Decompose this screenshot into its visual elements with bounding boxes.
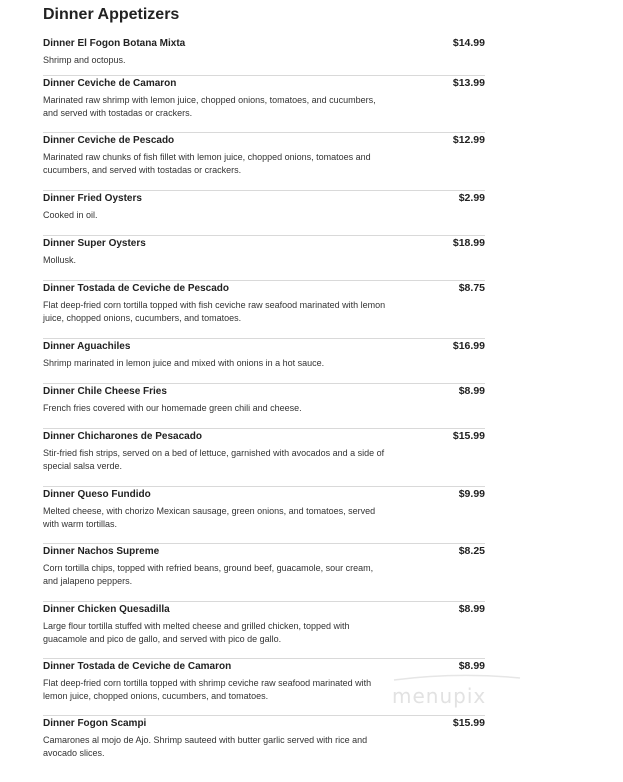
- menu-item: [43, 428, 485, 486]
- item-price: $15.99: [452, 717, 485, 729]
- item-name: Dinner Fogon Scampi: [43, 718, 147, 729]
- item-name: Dinner Nachos Supreme: [43, 546, 160, 557]
- item-name: Dinner Chile Cheese Fries: [43, 386, 167, 397]
- item-name: Dinner Aguachiles: [43, 341, 131, 352]
- menu-item: [43, 132, 485, 190]
- menu-item: [43, 715, 485, 773]
- item-name: Dinner Ceviche de Camaron: [43, 78, 177, 89]
- item-description: Marinated raw shrimp with lemon juice, chopped onions, tomatoes, and cucumbers, and served with tostadas or crackers.: [43, 95, 376, 118]
- item-description: Shrimp and octopus.: [43, 55, 126, 65]
- menu-item: [43, 75, 485, 132]
- item-name: Dinner Queso Fundido: [43, 489, 151, 500]
- menu-item: [43, 190, 485, 235]
- item-price: $15.99: [452, 430, 485, 442]
- menu-item: [43, 280, 485, 338]
- item-price: $9.99: [458, 488, 485, 500]
- item-description: Marinated raw chunks of fish fillet with lemon juice, chopped onions, tomatoes and cucumbers, and served with tostadas or crackers.: [43, 152, 371, 175]
- item-name: Dinner Fried Oysters: [43, 193, 142, 204]
- item-description: Flat deep-fried corn tortilla topped with shrimp ceviche raw seafood marinated with lemon juice, chopped onions, cucumbers, and tomatoes.: [43, 678, 372, 701]
- item-name: Dinner Tostada de Ceviche de Pescado: [43, 283, 229, 294]
- item-price: $8.75: [458, 282, 485, 294]
- menu-item: [43, 383, 485, 428]
- menu-item: [43, 338, 485, 383]
- menu-item: [43, 36, 485, 75]
- menu-item: [43, 486, 485, 543]
- menu-item: [43, 543, 485, 601]
- item-description: Flat deep-fried corn tortilla topped with fish ceviche raw seafood marinated with lemon juice, chopped onions, cucumbers, and tomatoes.: [43, 300, 386, 323]
- item-price: $13.99: [452, 77, 485, 89]
- item-name: Dinner El Fogon Botana Mixta: [43, 38, 186, 49]
- item-name: Dinner Tostada de Ceviche de Camaron: [43, 661, 232, 672]
- watermark-swoosh-icon: [392, 674, 522, 682]
- item-price: $8.99: [458, 603, 485, 615]
- item-description: Shrimp marinated in lemon juice and mixed with onions in a hot sauce.: [43, 358, 325, 368]
- menu-item: [43, 601, 485, 658]
- item-description: Mollusk.: [43, 255, 77, 265]
- menu-item: [43, 235, 485, 280]
- item-price: $8.25: [458, 545, 485, 557]
- section-title: Dinner Appetizers: [43, 6, 180, 23]
- item-name: Dinner Super Oysters: [43, 238, 146, 249]
- item-description: Cooked in oil.: [43, 210, 98, 220]
- item-price: $18.99: [452, 237, 485, 249]
- item-description: Stir-fried fish strips, served on a bed of lettuce, garnished with avocados and a side of special salsa verde.: [43, 448, 385, 471]
- item-price: $12.99: [452, 134, 485, 146]
- menu-list: [43, 36, 485, 773]
- item-description: Camarones al mojo de Ajo. Shrimp sauteed with butter garlic served with rice and avocado slices.: [43, 735, 368, 758]
- item-price: $2.99: [458, 192, 485, 204]
- item-description: French fries covered with our homemade green chili and cheese.: [43, 403, 302, 413]
- item-description: Melted cheese, with chorizo Mexican sausage, green onions, and tomatoes, served with warm tortillas.: [43, 506, 376, 529]
- item-price: $14.99: [452, 37, 485, 49]
- item-price: $8.99: [458, 385, 485, 397]
- item-name: Dinner Ceviche de Pescado: [43, 135, 175, 146]
- item-description: Corn tortilla chips, topped with refried beans, ground beef, guacamole, sour cream, and jalapeno peppers.: [43, 563, 374, 586]
- item-description: Large flour tortilla stuffed with melted cheese and grilled chicken, topped with guacamole and pico de gallo, and served with pico de gallo.: [43, 621, 350, 644]
- watermark-text: menupix: [392, 684, 487, 708]
- item-price: $8.99: [458, 660, 485, 672]
- item-name: Dinner Chicken Quesadilla: [43, 604, 170, 615]
- menupix-watermark: [392, 684, 486, 708]
- item-name: Dinner Chicharones de Pesacado: [43, 431, 202, 442]
- item-price: $16.99: [452, 340, 485, 352]
